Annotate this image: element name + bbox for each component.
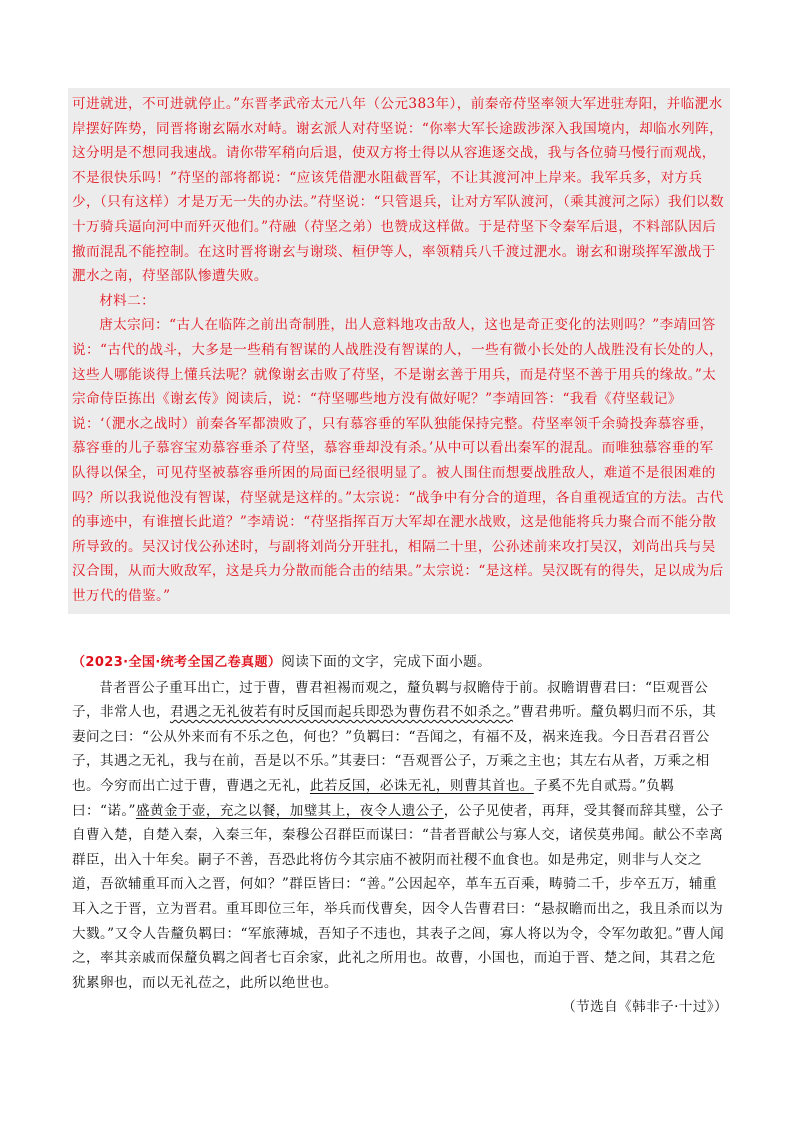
passage-segment-2: ”曹君弗听。釐负羁归而不乐，其妻问之曰：“公从外来而有不乐之色，何也？”负羁曰：“吾闻之，有福不及，祸来连我。今日吾君召晋公子，其遇之无礼，我与在前，吾是以不乐。”其妻曰：“吾观晋公子，万乘之主也；其左右从者，万乘之相也。今穷而出亡过于曹，曹遇之无礼， xyxy=(72,704,717,794)
material-two-paragraph: 唐太宗问：“古人在临阵之前出奇制胜，出人意料地攻击敌人，这也是奇正变化的法则吗？”李靖回答说：“古代的战斗，大多是一些稍有智谋的人战胜没有智谋的人，一些有微小长处的人战胜没有长处的人，这些人哪能谈得上懂兵法呢？就像谢玄击败了苻坚，不是谢玄善于用兵，而是苻坚不善于用兵的缘故。”太宗命侍臣拣出《谢玄传》阅读后，说：“苻坚哪些地方没有做好呢？”李靖回答：“我看《苻坚载记》说：‘（淝水之战时）前秦各军都溃败了，只有慕容垂的军队独能保持完整。苻坚率领千余骑投奔慕容垂，慕容垂的儿子慕容宝劝慕容垂杀了苻坚，慕容垂却没有杀。’从中可以看出秦军的混乱。而唯独慕容垂的军队得以保全，可见苻坚被慕容垂所困的局面已经很明显了。被人围住而想要战胜敌人，难道不是很困难的吗？所以我说他没有智谋，苻坚就是这样的。”太宗说：“战争中有分合的道理，各自重视适宜的方法。古代的事迹中，有谁擅长此道？”李靖说：“苻坚指挥百万大军却在淝水战败，这是他能将兵力聚合而不能分散所导致的。吴汉讨伐公孙述时，与副将刘尚分开驻扎，相隔二十里，公孙述前来攻打吴汉，刘尚出兵与吴汉合围，从而大败敌军，这是兵力分散而能合击的结果。”太宗说：“是这样。吴汉既有的得失，足以成为后世万代的借鉴。” xyxy=(72,317,724,604)
wavy-underlined-sentence: 君遇之无礼彼若有时反国而起兵即恐为曹伤君不如杀之。 xyxy=(169,704,514,721)
passage-segment-1: 昔者晋公子重耳出亡，过于曹，曹君袒裼而观之，釐负羁与叔瞻侍于前。叔瞻谓曹君曰：“臣观晋公子，非常人也， xyxy=(72,679,709,721)
underlined-sentence-2: 盛黄金于壶，充之以餐，加璧其上，夜令人遗公子 xyxy=(135,802,444,819)
material-two-heading: 材料二： xyxy=(99,292,156,309)
reference-translation-block xyxy=(68,88,730,614)
passage-source: （节选自《韩非子·十过》） xyxy=(562,999,728,1016)
passage-segment-3: 子奚不先自贰焉。”负羁曰：“诺。” xyxy=(72,777,675,819)
exam-source-tag: （2023·全国·统考全国乙卷真题） xyxy=(72,655,282,670)
underlined-sentence-1: 此若反国，必诛无礼，则曹其首也。 xyxy=(309,777,534,794)
question-header xyxy=(72,650,728,676)
passage-text xyxy=(72,676,728,996)
material-one-paragraph: 可进就进，不可进就停止。”东晋孝武帝太元八年（公元383年），前秦帝苻坚率领大军进驻寿阳，并临淝水岸摆好阵势，同晋将谢玄隔水对峙。谢玄派人对苻坚说：“你率大军长途跋涉深入我国境内，却临水列阵，这分明是不想同我速战。请你带军稍向后退，使双方将士得以从容進逐交战，我与各位骑马慢行而观战，不是很快乐吗！”苻坚的部将都说：“应该凭借淝水阻截晋军，不让其渡河冲上岸来。我军兵多，对方兵少，（只有这样）才是万无一失的办法。”苻坚说：“只管退兵，让对方军队渡河，（乘其渡河之际）我们以数十万骑兵逼向河中而歼灭他们。”苻融（苻坚之弟）也赞成这样做。于是苻坚下令秦军后退，不料部队因后撤而混乱不能控制。在这时晋将谢玄与谢琰、桓伊等人，率领精兵八千渡过淝水。谢玄和谢琰挥军激战于淝水之南，苻坚部队惨遭失败。 xyxy=(72,96,725,285)
reading-question xyxy=(72,650,728,1020)
question-instruction: 阅读下面的文字，完成下面小题。 xyxy=(281,654,492,670)
passage-segment-4: ，公子见使者，再拜，受其餐而辞其璧，公子自曹入楚，自楚入秦，入秦三年，秦穆公召群臣而谋曰：“昔者晋献公与寡人交，诸侯莫弗闻。献公不幸离群臣，出入十年矣。嗣子不善，吾恐此将仿今其宗庙不被阴而社稷不血食也。如是弗定，则非与人交之道，吾欲辅重耳而入之晋，何如？”群臣皆曰：“善。”公因起卒，革车五百乘，畴骑二千，步卒五万，辅重耳入之于晋，立为晋君。重耳即位三年，举兵而伐曹矣，因令人告曹君曰：“悬叔瞻而出之，我且杀而以为大戮。”又令人告釐负羁曰：“军旅薄城，吾知子不违也，其表子之闾，寡人将以为令，令军勿敢犯。”曹人闻之，率其亲戚而保釐负羁之闾者七百余家，此礼之所用也。故曹，小国也，而迫于晋、楚之间，其君之危犹累卵也，而以无礼莅之，此所以绝世也。 xyxy=(72,802,725,991)
